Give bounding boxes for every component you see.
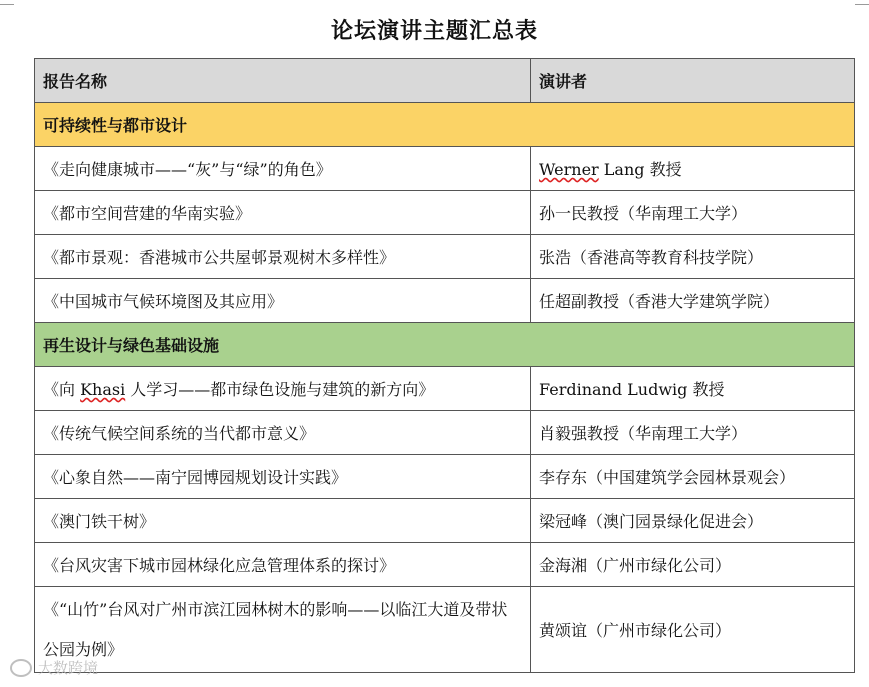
table-row (35, 411, 855, 455)
speaker-cell: 金海湘（广州市绿化公司） (531, 543, 855, 587)
table-row (35, 499, 855, 543)
section-row (35, 103, 855, 147)
table-row (35, 279, 855, 323)
watermark-text: 大数跨境 (38, 659, 99, 677)
table-row (35, 455, 855, 499)
table-row (35, 587, 855, 673)
topic-cell: 《中国城市气候环境图及其应用》 (35, 279, 531, 323)
topic-text: 人学习——都市绿色设施与建筑的新方向》 (125, 380, 435, 399)
topic-cell: 《“山竹”台风对广州市滨江园林树木的影响——以临江大道及带状公园为例》 (35, 587, 531, 673)
forum-topics-table (34, 58, 855, 673)
speaker-text: Lang 教授 (598, 160, 682, 179)
table-header-row (35, 59, 855, 103)
topic-text: 《向 (43, 380, 81, 399)
table-row (35, 543, 855, 587)
topic-cell: 《走向健康城市——“灰”与“绿”的角色》 (35, 147, 531, 191)
table-row (35, 235, 855, 279)
column-header-speaker: 演讲者 (531, 59, 855, 103)
topic-cell: 《澳门铁干树》 (35, 499, 531, 543)
page-corner-mark-right (855, 4, 869, 5)
spellcheck-marked-word: Werner (539, 160, 599, 179)
topic-cell: 《心象自然——南宁园博园规划设计实践》 (35, 455, 531, 499)
speaker-cell: 任超副教授（香港大学建筑学院） (531, 279, 855, 323)
table-row (35, 191, 855, 235)
table-row (35, 147, 855, 191)
table-row (35, 367, 855, 411)
topic-cell: 《台风灾害下城市园林绿化应急管理体系的探讨》 (35, 543, 531, 587)
topic-cell: 《都市空间营建的华南实验》 (35, 191, 531, 235)
spellcheck-marked-word: Khasi (80, 380, 126, 399)
speaker-cell: Ferdinand Ludwig 教授 (531, 367, 855, 411)
topic-cell: 《都市景观：香港城市公共屋邨景观树木多样性》 (35, 235, 531, 279)
topic-cell (35, 367, 531, 411)
page-title: 论坛演讲主题汇总表 (330, 18, 538, 44)
watermark-logo-icon (10, 659, 32, 677)
speaker-cell: 李存东（中国建筑学会园林景观会） (531, 455, 855, 499)
section-heading: 再生设计与绿色基础设施 (35, 323, 855, 367)
section-row (35, 323, 855, 367)
section-heading: 可持续性与都市设计 (35, 103, 855, 147)
speaker-cell (531, 147, 855, 191)
column-header-topic: 报告名称 (35, 59, 531, 103)
topic-cell: 《传统气候空间系统的当代都市意义》 (35, 411, 531, 455)
speaker-cell: 肖毅强教授（华南理工大学） (531, 411, 855, 455)
watermark (10, 657, 98, 678)
speaker-cell: 孙一民教授（华南理工大学） (531, 191, 855, 235)
speaker-cell: 梁冠峰（澳门园景绿化促进会） (531, 499, 855, 543)
speaker-cell: 张浩（香港高等教育科技学院） (531, 235, 855, 279)
speaker-cell: 黄颂谊（广州市绿化公司） (531, 587, 855, 673)
page-corner-mark-left (0, 4, 14, 5)
